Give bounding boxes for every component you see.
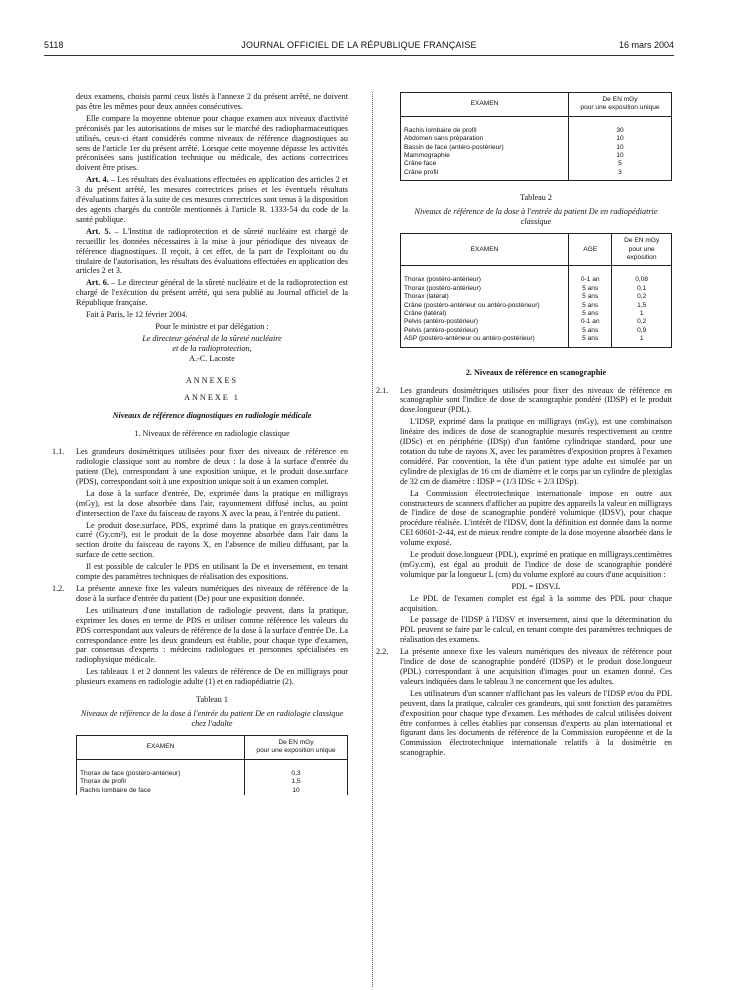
section-number: 2.1. — [376, 385, 389, 395]
paragraph: L'IDSP, exprimé dans la pratique en milligrays (mGy), est une combinaison linéaire des indices de dose de scanographie mesurés respectivement au centre (IDSc) et en périphérie (IDSp) d'un fantôme cylindrique standard, pour une rotation du tube de rayons X, avec les paramètres d'exposition propres à l'examen considéré. Par convention, la tête d'un patient type adulte est simulée par un cylindre de plexiglas de 16 cm de diamètre et le corps par un cylindre de plexiglas de 32 cm de diamètre : IDSP = (1/3 IDSc + 2/3 IDSp). — [400, 417, 672, 486]
section-2-title: 2. Niveaux de référence en scanographie — [465, 367, 607, 377]
page-header — [44, 40, 674, 56]
age-cell: 5 ans — [569, 302, 612, 310]
article-text: – Les résultats des évaluations effectuées en application des articles 2 et 3 du présent arrêté, les mesures correctrices prises et les éventuels résultats d'évaluations faites à la suite de ces mesures correctrices sont tenus à la disposition des agents chargés du contrôle mentionnés à l'article R. 1333-54 du code de la santé publique. — [76, 175, 348, 224]
column-header: De EN mGy pour une exposition — [612, 234, 672, 266]
article-5 — [76, 227, 348, 277]
section-1-1 — [52, 447, 348, 582]
value-cell: 10 — [569, 152, 672, 160]
section-2-1 — [376, 385, 672, 646]
value-cell: 10 — [569, 144, 672, 152]
value-cell: 0,1 — [612, 285, 672, 293]
value-cell: 30 — [569, 116, 672, 135]
age-cell: 0-1 an — [569, 318, 612, 326]
value-cell: 10 — [569, 135, 672, 143]
table-row — [77, 787, 348, 795]
right-column — [376, 92, 672, 760]
table-1 — [76, 735, 348, 795]
paragraph: Il est possible de calculer le PDS en utilisant la De et inversement, en tenant compte des paramètres techniques de réalisation des expositions. — [76, 562, 348, 582]
article-label: Art. 5. — [86, 226, 111, 236]
exam-cell: Thorax (postéro-antérieur) — [401, 266, 569, 285]
paragraph: La présente annexe fixe les valeurs numériques des niveaux de référence de la dose à la surface d'entrée du patient (De) pour une exposition donnée. — [76, 583, 348, 603]
value-cell: 1 — [612, 335, 672, 347]
article-label: Art. 6. — [86, 278, 109, 288]
exam-cell: Crâne (latéral) — [401, 310, 569, 318]
header-rule — [44, 55, 674, 56]
column-header: EXAMEN — [401, 93, 569, 117]
exam-cell: Rachis lombaire de face — [77, 787, 245, 795]
table-row — [401, 302, 672, 310]
exam-cell: Crâne profil — [401, 169, 569, 181]
value-cell: 0,08 — [612, 266, 672, 285]
exam-cell: ASP (postéro-antérieur ou antéro-postérieur) — [401, 335, 569, 347]
paragraph: La dose à la surface d'entrée, De, exprimée dans la pratique en milligrays (mGy), est la dose absorbée dans l'air, rayonnement diffusé inclus, au point d'intersection de l'axe du faisceau de rayons X avec la peau, à l'entrée du patient. — [76, 488, 348, 518]
annexe-1-heading: ANNEXE 1 — [184, 393, 240, 403]
column-header: AGE — [569, 234, 612, 266]
exam-cell: Crâne face — [401, 160, 569, 168]
section-number: 2.2. — [376, 647, 389, 657]
journal-title: JOURNAL OFFICIEL DE LA RÉPUBLIQUE FRANÇAISE — [241, 40, 477, 50]
table-2 — [400, 233, 672, 347]
table-row — [77, 759, 348, 778]
section-number: 1.1. — [52, 447, 65, 457]
age-cell: 5 ans — [569, 327, 612, 335]
exam-cell: Thorax de face (postéro-antérieur) — [77, 759, 245, 778]
page-number: 5118 — [44, 40, 64, 50]
exam-cell: Rachis lombaire de profil — [401, 116, 569, 135]
paragraph: Elle compare la moyenne obtenue pour chaque examen aux niveaux d'activité préconisés par les autorisations de mises sur le marché des radiopharmaceutiques utilisés, ceux-ci étant considérés comme niveaux de référence diagnostiques au sens de l'article 1er du présent arrêté. Lorsque cette moyenne dépasse les activités préconisées sans justification technique ou médicale, des actions correctrices doivent être prises. — [76, 113, 348, 173]
paragraph: Les grandeurs dosimétriques utilisées pour fixer des niveaux de référence en scanographie sont l'indice de dose de scanographie pondéré (IDSP) et le produit dose.longueur (PDL). — [400, 385, 672, 415]
exam-cell: Bassin de face (antéro-postérieur) — [401, 144, 569, 152]
paragraph: Les grandeurs dosimétriques utilisées pour fixer des niveaux de référence en radiologie classique sont au nombre de deux : la dose à la surface d'entrée du patient (De), correspondant à une exposition unique, et le produit dose.surface (PDS), correspondant soit à une exposition unique soit à un examen complet. — [76, 447, 348, 486]
column-divider — [372, 92, 373, 987]
age-cell: 5 ans — [569, 335, 612, 347]
value-cell: 0,2 — [612, 318, 672, 326]
table-row — [401, 160, 672, 168]
formula: PDL = IDSV.L — [511, 581, 561, 591]
value-cell: 1 — [612, 310, 672, 318]
article-label: Art. 4. — [86, 175, 109, 185]
paragraph: Le passage de l'IDSP à l'IDSV et inversement, ainsi que la détermination du PDL peuvent se faire par le calcul, en tenant compte des paramètres techniques de réalisation des examens. — [400, 615, 672, 645]
paragraph: Les utilisateurs d'un scanner n'affichant pas les valeurs de l'IDSP et/ou du PDL peuvent, dans la pratique, calculer ces grandeurs, qui sont fonction des paramètres d'exposition pour chaque type d'examen. Les méthodes de calcul utilisées doivent être conformes à celles établies par consensus d'experts au plan international et figurant dans les documents de référence de la Commission européenne et de la Commission électrotechnique internationale relatifs à la dosimétrie en scanographie. — [400, 688, 672, 758]
column-header: De EN mGy pour une exposition unique — [245, 735, 348, 759]
paragraph: Le produit dose.longueur (PDL), exprimé en pratique en milligrays.centimètres (mGy.cm), est égal au produit de l'indice de dose de scanographie pondéré volumique par la longueur L (cm) du volume exploré au cours d'une acquisition : — [400, 550, 672, 579]
value-cell: 0,9 — [612, 327, 672, 335]
table-row — [401, 318, 672, 326]
issue-date: 16 mars 2004 — [618, 40, 674, 50]
article-text: – L'Institut de radioprotection et de sûreté nucléaire est chargé de recueillir les données nécessaires à la mise à jour périodique des niveaux de référence diagnostiques. Il reçoit, à cet effet, de la part de l'exploitant ou du titulaire de l'autorisation, les résultats des évaluations effectuées en application des articles 2 et 3. — [76, 226, 348, 276]
column-header: EXAMEN — [401, 234, 569, 266]
exam-cell: Crâne (postéro-antérieur ou antéro-postérieur) — [401, 302, 569, 310]
value-cell: 10 — [245, 787, 348, 795]
table-2-title: Tableau 2 — [520, 193, 552, 203]
paragraph: Le produit dose.surface, PDS, exprimé dans la pratique en grays.centimètres carré (Gy.cm²), est le produit de la dose moyenne absorbée dans l'air dans la section droite du faisceau de rayons X, en l'absence de milieu diffusant, par la surface de cette section. — [76, 520, 348, 560]
signature-line: et de la radioprotection, — [172, 343, 252, 353]
paragraph: deux examens, choisis parmi ceux listés à l'annexe 2 du présent arrêté, ne doivent pas être les mêmes pour deux années consécutives. — [76, 92, 348, 111]
table-2-subtitle: Niveaux de référence de la dose à l'entrée du patient De en radiopédiatrie classique — [414, 207, 658, 227]
table-1-title: Tableau 1 — [196, 695, 228, 705]
exam-cell: Thorax (postéro-antérieur) — [401, 285, 569, 293]
paragraph: La Commission électrotechnique internationale impose en outre aux constructeurs de scanners d'afficher au pupitre des appareils la valeur en milligrays de l'indice de dose de scanographie pondéré volumique (IDSV), pour chaque procédure réalisée. L'intérêt de l'IDSV, dont la définition est donnée dans la norme CEI 60601-2-44, est de mieux rendre compte de la dose moyenne absorbée dans le volume exposé. — [400, 488, 672, 548]
exam-cell: Thorax de profil — [77, 778, 245, 786]
annexe-1-title: Niveaux de référence diagnostiques en radiologie médicale — [112, 411, 312, 421]
paragraph: Le PDL de l'examen complet est égal à la somme des PDL pour chaque acquisition. — [400, 593, 672, 613]
table-row — [401, 169, 672, 181]
section-number: 1.2. — [52, 583, 65, 593]
table-1-continued — [400, 92, 672, 181]
section-1-2 — [52, 583, 348, 687]
value-cell: 0,3 — [245, 759, 348, 778]
article-text: – Le directeur général de la sûreté nucléaire et de la radioprotection est chargé de l'exécution du présent arrêté, qui sera publié au Journal officiel de la République française. — [76, 278, 348, 308]
table-row — [401, 116, 672, 135]
table-row — [401, 293, 672, 301]
exam-cell: Mammographie — [401, 152, 569, 160]
article-6 — [76, 278, 348, 308]
table-1-subtitle: Niveaux de référence de la dose à l'entrée du patient De en radiologie classique chez l'adulte — [80, 708, 344, 728]
paragraph: Les tableaux 1 et 2 donnent les valeurs de référence de De en milligrays pour plusieurs examens en radiologie adulte (1) et en radiopédiatrie (2). — [76, 667, 348, 687]
age-cell: 5 ans — [569, 293, 612, 301]
age-cell: 5 ans — [569, 310, 612, 318]
column-header: EXAMEN — [77, 735, 245, 759]
age-cell: 5 ans — [569, 285, 612, 293]
table-row — [401, 327, 672, 335]
section-2-2 — [376, 647, 672, 758]
table-row — [401, 144, 672, 152]
signature-line: Pour le ministre et par délégation : — [155, 321, 269, 331]
exam-cell: Pelvis (antéro-postérieur) — [401, 318, 569, 326]
age-cell: 0-1 an — [569, 266, 612, 285]
table-row — [401, 310, 672, 318]
signature-place-date: Fait à Paris, le 12 février 2004. — [86, 310, 188, 320]
article-4 — [76, 175, 348, 225]
paragraph: Les utilisateurs d'une installation de radiologie peuvent, dans la pratique, exprimer les doses en terme de PDS et utiliser comme référence les valeurs du PDS correspondant aux valeurs de référence de la dose à la surface d'entrée De. La correspondance entre les deux grandeurs est établie, pour chaque type d'examen, par consensus d'experts : médecins radiologues et personnes spécialisées en radiophysique médicale. — [76, 605, 348, 665]
exam-cell: Abdomen sans préparation — [401, 135, 569, 143]
value-cell: 5 — [569, 160, 672, 168]
table-row — [401, 135, 672, 143]
signature-name: A.-C. Lacoste — [189, 353, 235, 363]
table-row — [401, 335, 672, 347]
exam-cell: Pelvis (antéro-postérieur) — [401, 327, 569, 335]
table-row — [401, 266, 672, 285]
table-row — [401, 285, 672, 293]
column-header: De EN mGy pour une exposition unique — [569, 93, 672, 117]
value-cell: 0,2 — [612, 293, 672, 301]
value-cell: 1,5 — [612, 302, 672, 310]
table-row — [401, 152, 672, 160]
annexes-heading: ANNEXES — [185, 375, 239, 385]
value-cell: 3 — [569, 169, 672, 181]
exam-cell: Thorax (latéral) — [401, 293, 569, 301]
signature-line: Le directeur général de la sûreté nucléaire — [142, 333, 282, 343]
paragraph: La présente annexe fixe les valeurs numériques des niveaux de référence pour l'indice de dose de scanographie pondéré (IDSP) et le produit dose.longueur (PDL) correspondant à une acquisition d'images pour un examen donné. Ces valeurs indiquées dans le tableau 3 ne concernent que les adultes. — [400, 647, 672, 686]
value-cell: 1,5 — [245, 778, 348, 786]
left-column — [52, 92, 348, 795]
section-1-title: 1. Niveaux de référence en radiologie classique — [134, 429, 290, 439]
table-row — [77, 778, 348, 786]
